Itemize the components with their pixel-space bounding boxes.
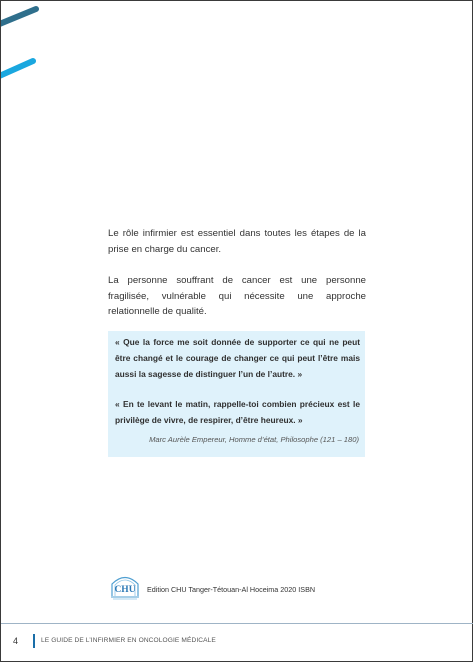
quote-serenity: « Que la force me soit donnée de supporter ce qui ne peut être changé et le courage de changer ce qui peut l’être mais aussi la sagesse de distinguer l’un de l’autre. » (115, 337, 360, 379)
quote-marcus-aurelius: « En te levant le matin, rappelle-toi combien précieux est le privilège de vivre, de respirer, d’être heureux. » (115, 399, 360, 425)
quote-box (108, 331, 365, 457)
intro-paragraph: Le rôle infirmier est essentiel dans toutes les étapes de la prise en charge du cancer. (108, 228, 366, 255)
footer-accent-bar (33, 634, 35, 648)
logo-text: CHU (114, 585, 136, 595)
stripe-light (1, 61, 33, 77)
page-number: 4 (13, 636, 19, 646)
decorative-stripes (1, 1, 61, 91)
stripe-dark (1, 9, 36, 25)
quote-attribution: Marc Aurèle Empereur, Homme d’état, Philosophe (121 – 180) (149, 435, 359, 444)
edition-line: Edition CHU Tanger-Tétouan-Al Hoceima 2020 ISBN (147, 585, 316, 594)
chu-logo (109, 572, 141, 600)
second-paragraph: La personne souffrant de cancer est une personne fragilisée, vulnérable qui nécessite une approche relationnelle de qualité. (108, 275, 366, 317)
footer-divider (1, 623, 473, 624)
running-title: LE GUIDE DE L’INFIRMIER EN ONCOLOGIE MÉDICALE (41, 637, 216, 644)
